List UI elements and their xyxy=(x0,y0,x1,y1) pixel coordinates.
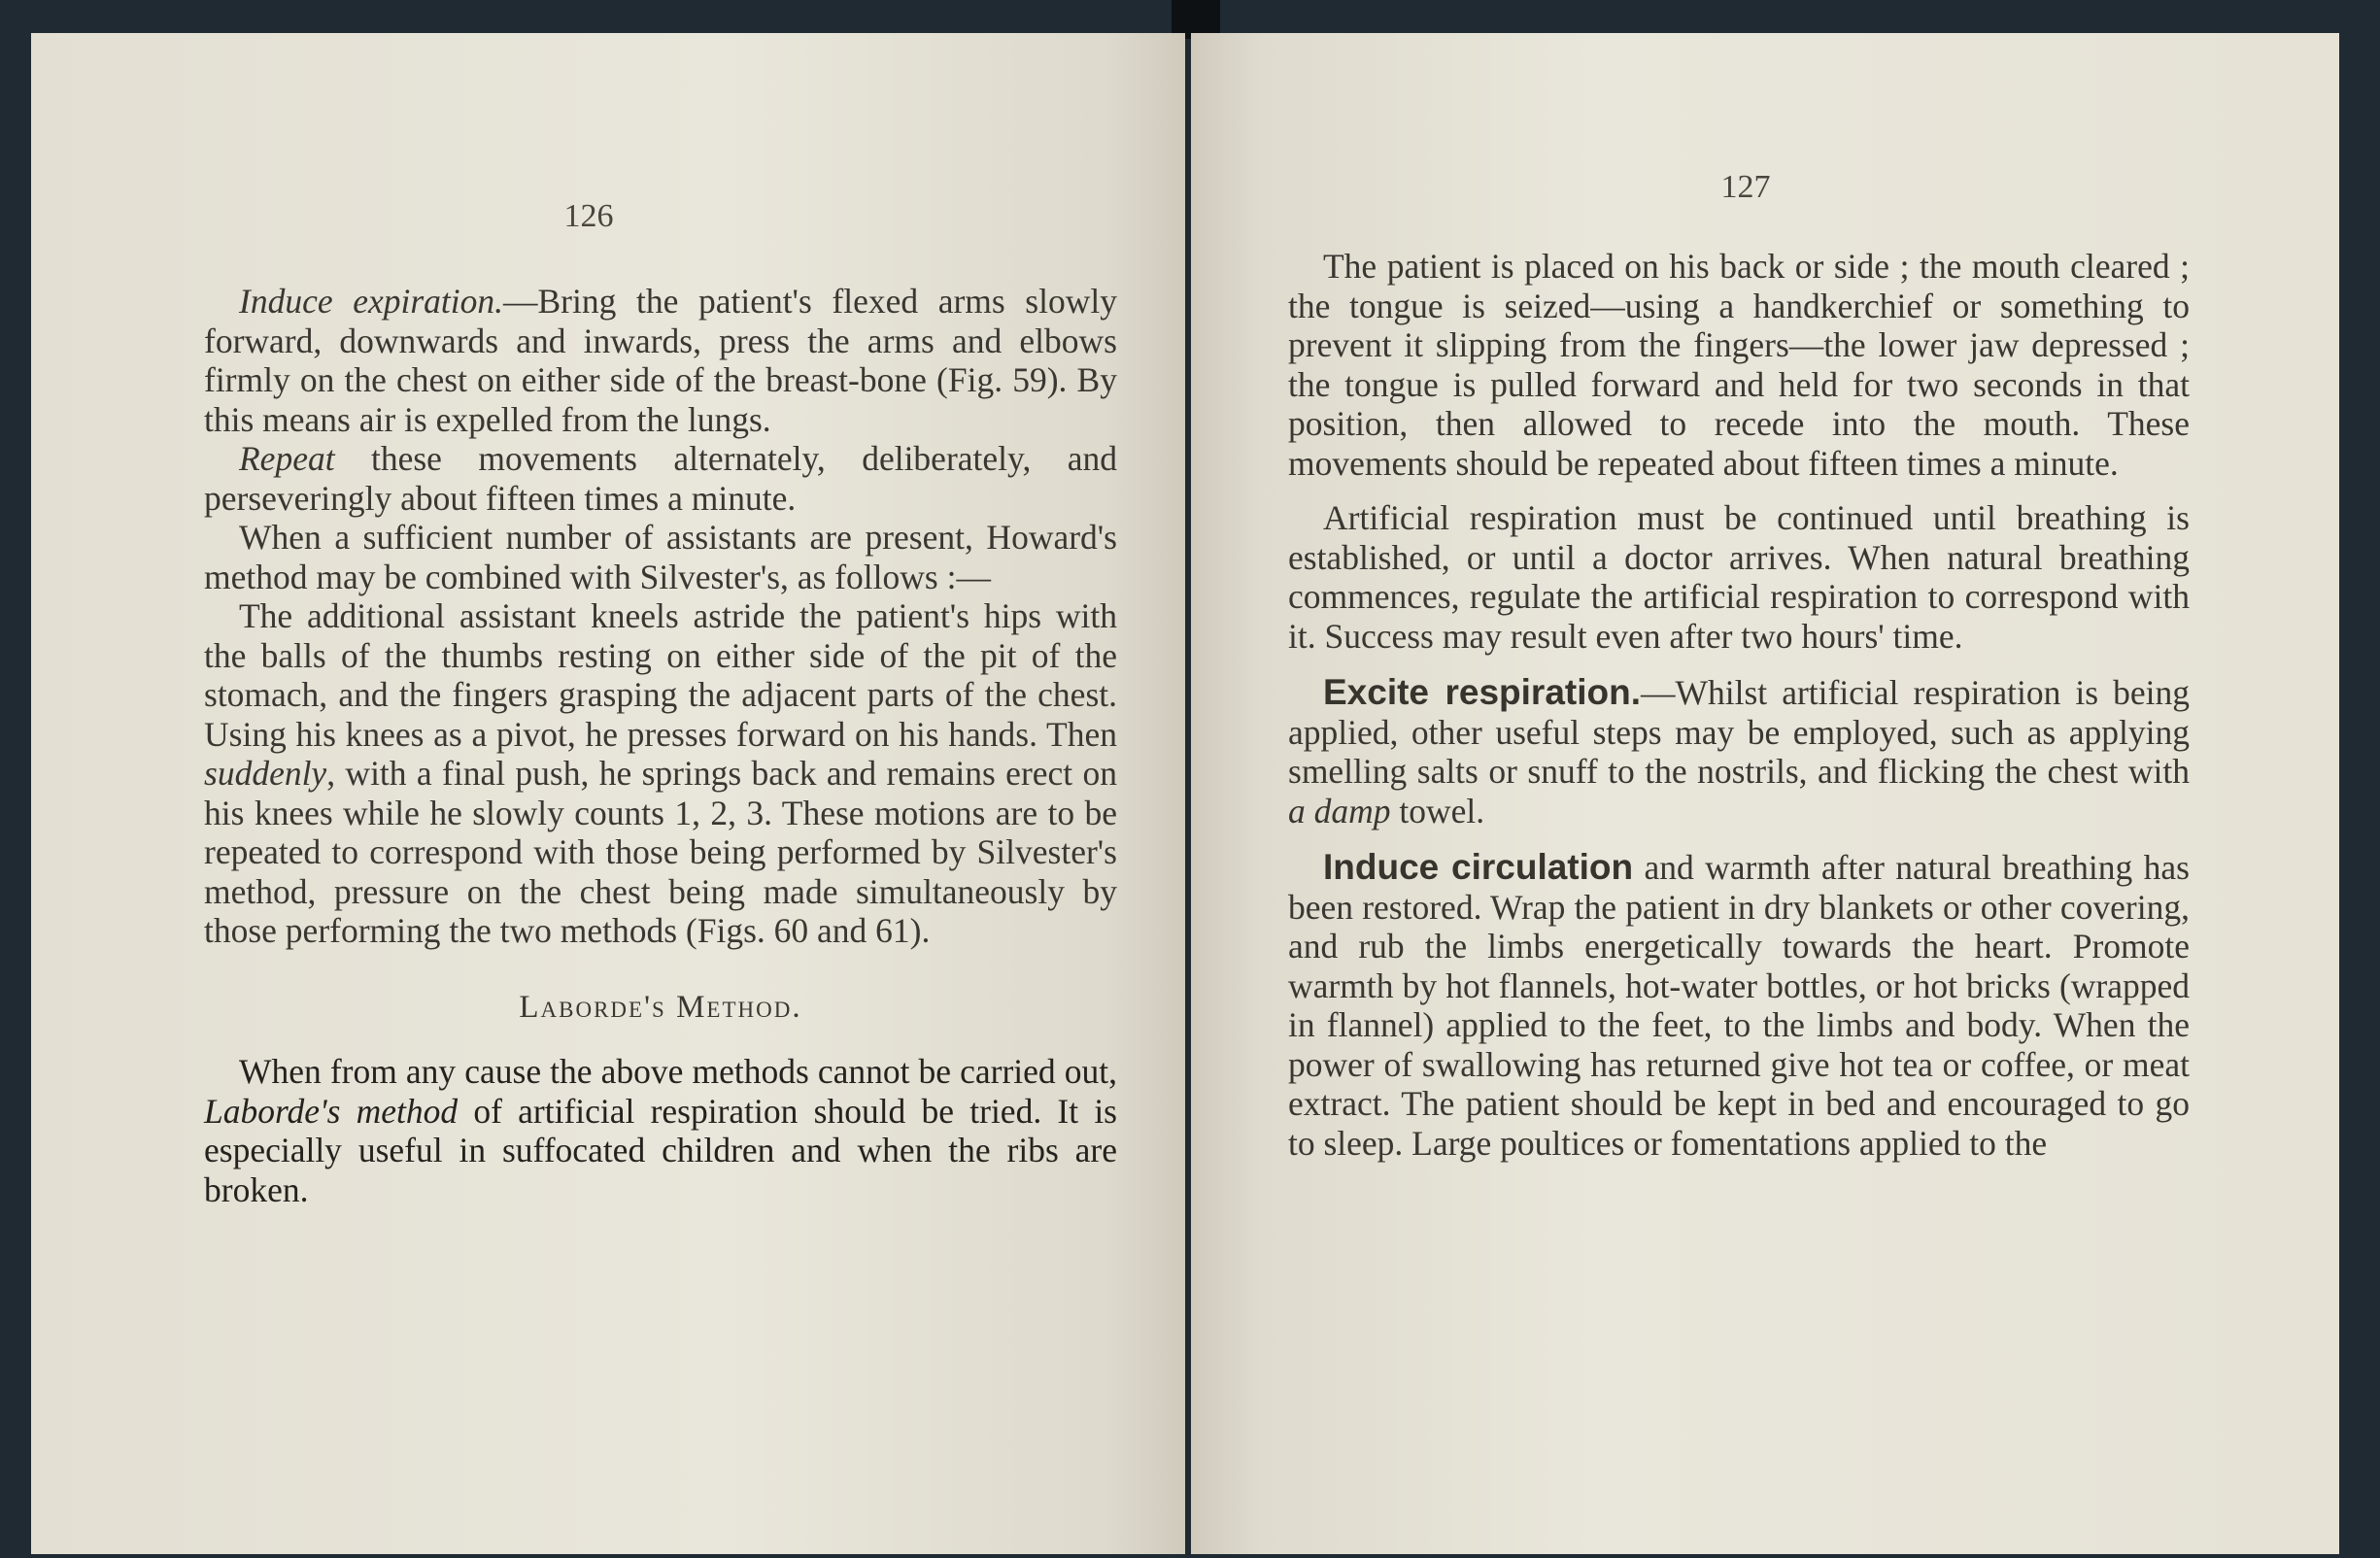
paragraph-body: —Whilst artificial respiration is being applied, other useful steps may be employed, such as applying smelling salts or snuff to the nostrils, and flicking the chest with xyxy=(1288,673,2190,791)
paragraph-excite-respiration xyxy=(1288,673,2190,830)
paragraph-induce-expiration xyxy=(204,282,1117,439)
page-number-right: 127 xyxy=(1720,169,1771,205)
emphasis-suddenly: suddenly xyxy=(204,754,327,793)
paragraph-lead: Excite respiration. xyxy=(1323,672,1641,712)
paragraph-laborde xyxy=(204,1052,1117,1209)
emphasis-a-damp: a damp xyxy=(1288,791,1391,830)
paragraph-body: these movements alternately, deliberately, and perseveringly about fifteen times a minute. xyxy=(204,439,1117,518)
paragraph-lead: Induce expiration. xyxy=(239,282,503,321)
section-heading-laborde: Laborde's Method. xyxy=(519,989,802,1025)
paragraph-repeat xyxy=(204,439,1117,518)
paragraph-additional-assistant xyxy=(204,596,1117,951)
paragraph-body: , with a final push, he springs back and remains erect on his knees while he slowly counts 1, 2, 3. These motions are to be repeated to correspond with those being performed by Silvester's method, pressure on the chest being made simultaneously by those performing the two methods (Figs. 60 and 61). xyxy=(204,754,1117,950)
paragraph-patient-placed: The patient is placed on his back or side ; the mouth cleared ; the tongue is seized—using a handkerchief or something to prevent it slipping from the fingers—the lower jaw depressed ; the tongue is pulled forward and held for two seconds in that position, then allowed to recede into the mouth. These movements should be repeated about fifteen times a minute. xyxy=(1288,247,2190,483)
right-page xyxy=(1191,33,2339,1554)
paragraph-body: towel. xyxy=(1390,791,1485,830)
paragraph-lead: Repeat xyxy=(239,439,335,478)
paragraph-body: When from any cause the above methods cannot be carried out, xyxy=(239,1052,1117,1091)
paragraph-assistants: When a sufficient number of assistants are present, Howard's method may be combined with Silvester's, as follows :— xyxy=(204,518,1117,596)
paragraph-induce-circulation xyxy=(1288,848,2190,1163)
left-page-text xyxy=(204,282,1117,1209)
paragraph-body: —Bring the patient's flexed arms slowly forward, downwards and inwards, press the arms and elbows firmly on the chest on either side of the breast-bone (Fig. 59). By this means air is expelled from the lungs. xyxy=(204,282,1117,439)
paragraph-continue-respiration: Artificial respiration must be continued until breathing is established, or until a doctor arrives. When natural breathing commences, regulate the artificial respiration to correspond with it. Success may result even after two hours' time. xyxy=(1288,498,2190,656)
paragraph-body: of artificial respiration should be tried. It is especially useful in suffocated children and when the ribs are broken. xyxy=(204,1091,1117,1209)
paragraph-body: and warmth after natural breathing has been restored. Wrap the patient in dry blankets or other covering, and rub the limbs energetically towards the heart. Promote warmth by hot flannels, hot-water bottles, or hot bricks (wrapped in flannel) applied to the feet, to the limbs and body. When the power of swallowing has returned give hot tea or coffee, or meat extract. The patient should be kept in bed and encouraged to go to sleep. Large poultices or fomentations applied to the xyxy=(1288,848,2190,1163)
right-page-text xyxy=(1288,247,2190,1163)
emphasis-laborde-method: Laborde's method xyxy=(204,1091,459,1131)
page-number-left: 126 xyxy=(563,198,614,234)
paragraph-body: The additional assistant kneels astride the patient's hips with the balls of the thumbs resting on either side of the pit of the stomach, and the fingers grasping the adjacent parts of the chest. Using his knees as a pivot, he presses forward on his hands. Then xyxy=(204,596,1117,754)
left-page xyxy=(31,33,1185,1554)
paragraph-lead: Induce circulation xyxy=(1323,847,1634,887)
